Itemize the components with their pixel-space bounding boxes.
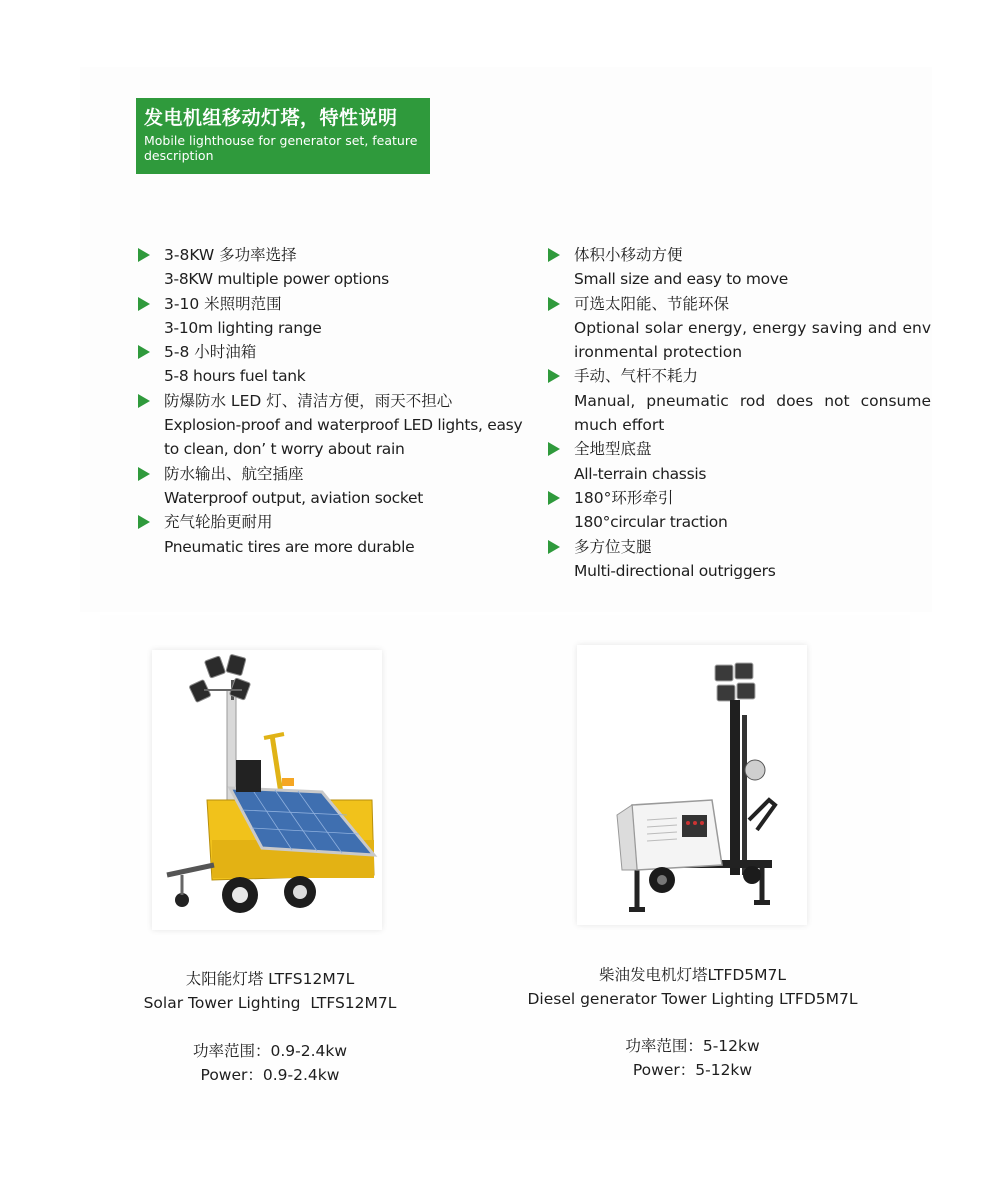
feature-zh: 180°环形牵引 xyxy=(574,488,674,507)
header-title-en: Mobile lighthouse for generator set, feature description xyxy=(144,133,418,163)
product-spec xyxy=(120,1039,420,1087)
feature-item xyxy=(136,292,556,341)
section-header xyxy=(136,98,430,174)
feature-zh: 5-8 小时油箱 xyxy=(164,343,257,362)
feature-en: 3-10m lighting range xyxy=(164,318,322,337)
feature-zh: 防水输出、航空插座 xyxy=(164,464,304,483)
header-title-zh: 发电机组移动灯塔，特性说明 xyxy=(144,107,398,129)
feature-item xyxy=(136,510,556,559)
product-spec xyxy=(520,1034,865,1082)
product-power-en: Power：5-12kw xyxy=(632,1061,753,1079)
feature-en: 3-8KW multiple power options xyxy=(164,270,389,289)
feature-zh: 手动、气杆不耗力 xyxy=(574,367,699,386)
feature-zh: 全地型底盘 xyxy=(574,440,652,459)
feature-zh: 3-10 米照明范围 xyxy=(164,294,282,313)
feature-item xyxy=(136,389,556,462)
feature-item xyxy=(546,535,931,584)
feature-en: Multi-directional outriggers xyxy=(574,561,776,580)
play-bullet-icon xyxy=(548,442,560,456)
product-name-zh: 柴油发电机灯塔LTFD5M7L xyxy=(598,966,787,984)
feature-zh: 多方位支腿 xyxy=(574,537,652,556)
feature-zh: 体积小移动方便 xyxy=(574,246,683,264)
solar-tower-image xyxy=(152,650,382,930)
play-bullet-icon xyxy=(138,515,150,529)
feature-item xyxy=(546,437,931,486)
play-bullet-icon xyxy=(138,345,150,359)
product-power-zh: 功率范围：5-12kw xyxy=(625,1037,760,1055)
feature-en: Pneumatic tires are more durable xyxy=(164,537,415,556)
feature-item xyxy=(136,340,556,389)
feature-item xyxy=(546,486,931,535)
feature-en: 180°circular traction xyxy=(574,513,728,532)
product-power-en: Power：0.9-2.4kw xyxy=(200,1066,340,1084)
feature-item xyxy=(546,364,931,437)
feature-item xyxy=(546,292,931,365)
play-bullet-icon xyxy=(138,394,150,408)
feature-en: Explosion-proof and waterproof LED lights, easy to clean, don’ t worry about rain xyxy=(164,416,523,459)
features-list-left xyxy=(136,243,556,559)
feature-item xyxy=(546,243,931,292)
feature-zh: 3-8KW 多功率选择 xyxy=(164,246,297,264)
play-bullet-icon xyxy=(548,491,560,505)
feature-zh: 防爆防水 LED 灯、清洁方便，雨天不担心 xyxy=(164,391,453,410)
play-bullet-icon xyxy=(548,297,560,311)
play-bullet-icon xyxy=(548,369,560,383)
feature-en: 5-8 hours fuel tank xyxy=(164,367,306,386)
product-power-zh: 功率范围：0.9-2.4kw xyxy=(192,1042,348,1060)
feature-zh: 充气轮胎更耐用 xyxy=(164,513,273,532)
play-bullet-icon xyxy=(548,248,560,262)
feature-en: Optional solar energy, energy saving and environmental protection xyxy=(574,318,931,362)
product-caption xyxy=(520,963,865,1011)
feature-en: All-terrain chassis xyxy=(574,464,707,483)
product-name-en: Diesel generator Tower Lighting LTFD5M7L xyxy=(527,990,858,1008)
product-name-en: Solar Tower Lighting LTFS12M7L xyxy=(143,994,397,1012)
feature-en: Waterproof output, aviation socket xyxy=(164,488,424,507)
diesel-tower-image xyxy=(577,645,807,925)
product-caption xyxy=(120,967,420,1015)
features-list-right xyxy=(546,243,931,583)
feature-item xyxy=(136,243,556,292)
play-bullet-icon xyxy=(548,540,560,554)
feature-en: Small size and easy to move xyxy=(574,270,788,289)
play-bullet-icon xyxy=(138,297,150,311)
feature-zh: 可选太阳能、节能环保 xyxy=(574,294,730,313)
play-bullet-icon xyxy=(138,467,150,481)
feature-en: Manual, pneumatic rod does not consume much effort xyxy=(574,391,931,435)
product-name-zh: 太阳能灯塔 LTFS12M7L xyxy=(185,970,355,988)
feature-item xyxy=(136,462,556,511)
play-bullet-icon xyxy=(138,248,150,262)
